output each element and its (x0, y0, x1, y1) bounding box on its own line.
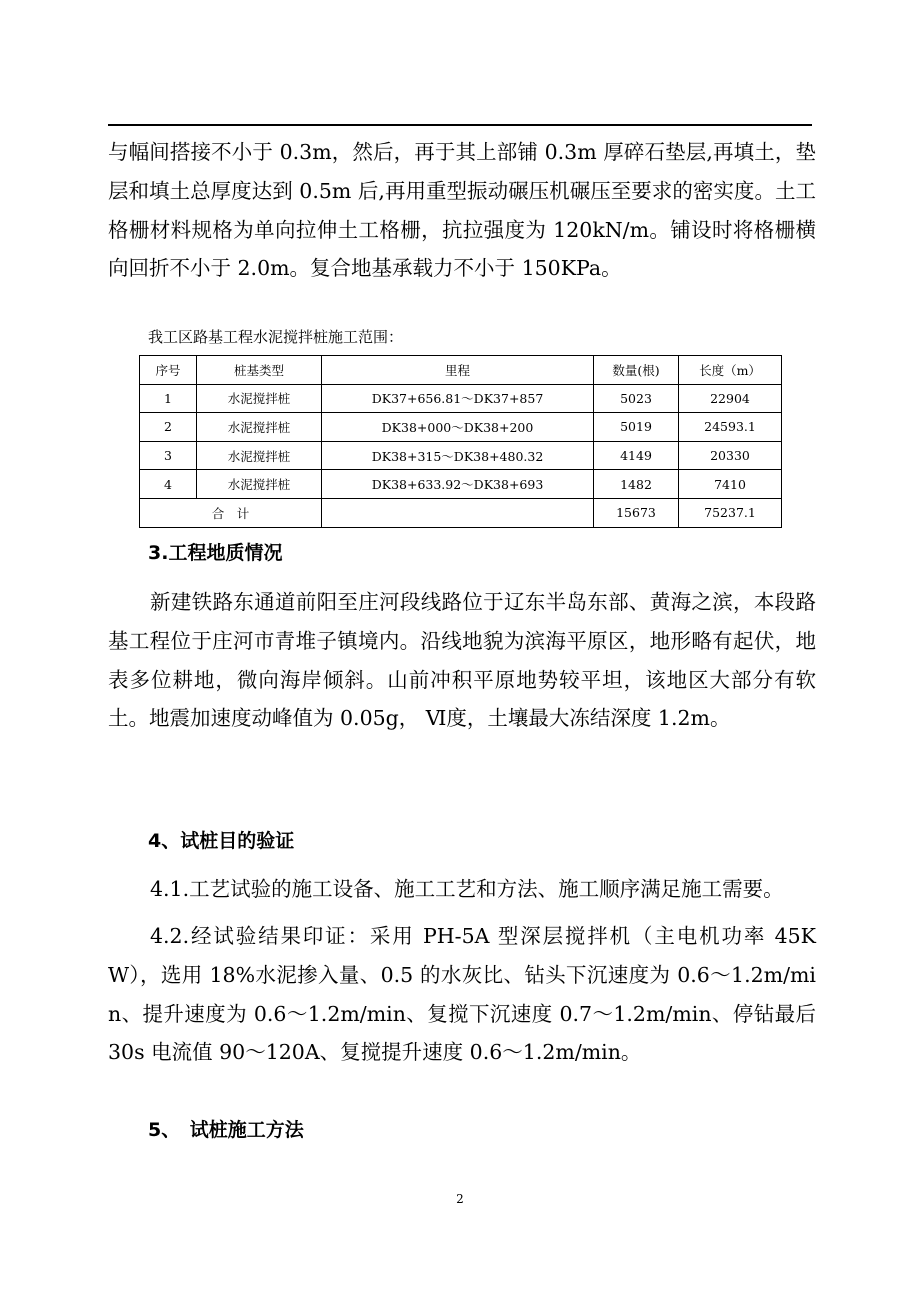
pile-range-table (139, 355, 782, 528)
header-mileage: 里程 (322, 356, 594, 385)
total-quantity: 15673 (594, 498, 679, 527)
section-3-body: 新建铁路东通道前阳至庄河段线路位于辽东半岛东部、黄海之滨，本段路基工程位于庄河市青堆子镇境内。沿线地貌为滨海平原区，地形略有起伏，地表多位耕地，微向海岸倾斜。山前冲积平原地势较平坦，该地区大部分有软土。地震加速度动峰值为 0.05g， Ⅵ度，土壤最大冻结深度 1.2m。 (108, 590, 816, 731)
cell-index: 3 (140, 441, 197, 470)
cell-index: 1 (140, 384, 197, 413)
cell-quantity: 5019 (594, 413, 679, 442)
cell-quantity: 4149 (594, 441, 679, 470)
cell-pile-type: 水泥搅拌桩 (197, 470, 322, 499)
header-length: 长度（m） (679, 356, 782, 385)
section-5-title: 5、 试桩施工方法 (148, 1119, 304, 1141)
cell-mileage: DK37+656.81～DK37+857 (322, 384, 594, 413)
cell-mileage: DK38+315～DK38+480.32 (322, 441, 594, 470)
table-row (140, 384, 782, 413)
table-row (140, 470, 782, 499)
cell-pile-type: 水泥搅拌桩 (197, 441, 322, 470)
page-number: 2 (456, 1192, 464, 1206)
cell-index: 2 (140, 413, 197, 442)
table-row (140, 441, 782, 470)
table-header-row (140, 356, 782, 385)
header-pile-type: 桩基类型 (197, 356, 322, 385)
cell-pile-type: 水泥搅拌桩 (197, 384, 322, 413)
section-4-title: 4、试桩目的验证 (148, 830, 295, 852)
cell-mileage: DK38+000～DK38+200 (322, 413, 594, 442)
cell-length: 20330 (679, 441, 782, 470)
table-row (140, 413, 782, 442)
total-length: 75237.1 (679, 498, 782, 527)
header-quantity: 数量(根) (594, 356, 679, 385)
cell-pile-type: 水泥搅拌桩 (197, 413, 322, 442)
header-index: 序号 (140, 356, 197, 385)
section-4-item-1: 4.1.工艺试验的施工设备、施工工艺和方法、施工顺序满足施工需要。 (150, 877, 784, 901)
cell-quantity: 1482 (594, 470, 679, 499)
total-label: 合 计 (140, 498, 322, 527)
cell-length: 24593.1 (679, 413, 782, 442)
cell-length: 22904 (679, 384, 782, 413)
header-rule (108, 124, 812, 126)
cell-mileage: DK38+633.92～DK38+693 (322, 470, 594, 499)
total-mileage (322, 498, 594, 527)
section-3-title: 3.工程地质情况 (148, 542, 283, 564)
table-caption: 我工区路基工程水泥搅拌桩施工范围： (148, 328, 404, 346)
cell-index: 4 (140, 470, 197, 499)
continuation-paragraph: 与幅间搭接不小于 0.3m，然后，再于其上部铺 0.3m 厚碎石垫层,再填土，垫层和填土总厚度达到 0.5m 后,再用重型振动碾压机碾压至要求的密实度。土工格栅材料规格为单向拉伸土工格栅，抗拉强度为 120kN/m。铺设时将格栅横向回折不小于 2.0m。复合地基承载力不小于 150KPa。 (108, 140, 816, 281)
cell-quantity: 5023 (594, 384, 679, 413)
table-total-row (140, 498, 782, 527)
section-4-item-2: 4.2.经试验结果印证：采用 PH-5A 型深层搅拌机（主电机功率 45KW），选用 18%水泥掺入量、0.5 的水灰比、钻头下沉速度为 0.6～1.2m/min、提升速度为 0.6～1.2m/min、复搅下沉速度 0.7～1.2m/min、停钻最后 30s 电流值 90～120A、复搅提升速度 0.6～1.2m/min。 (108, 924, 816, 1065)
cell-length: 7410 (679, 470, 782, 499)
